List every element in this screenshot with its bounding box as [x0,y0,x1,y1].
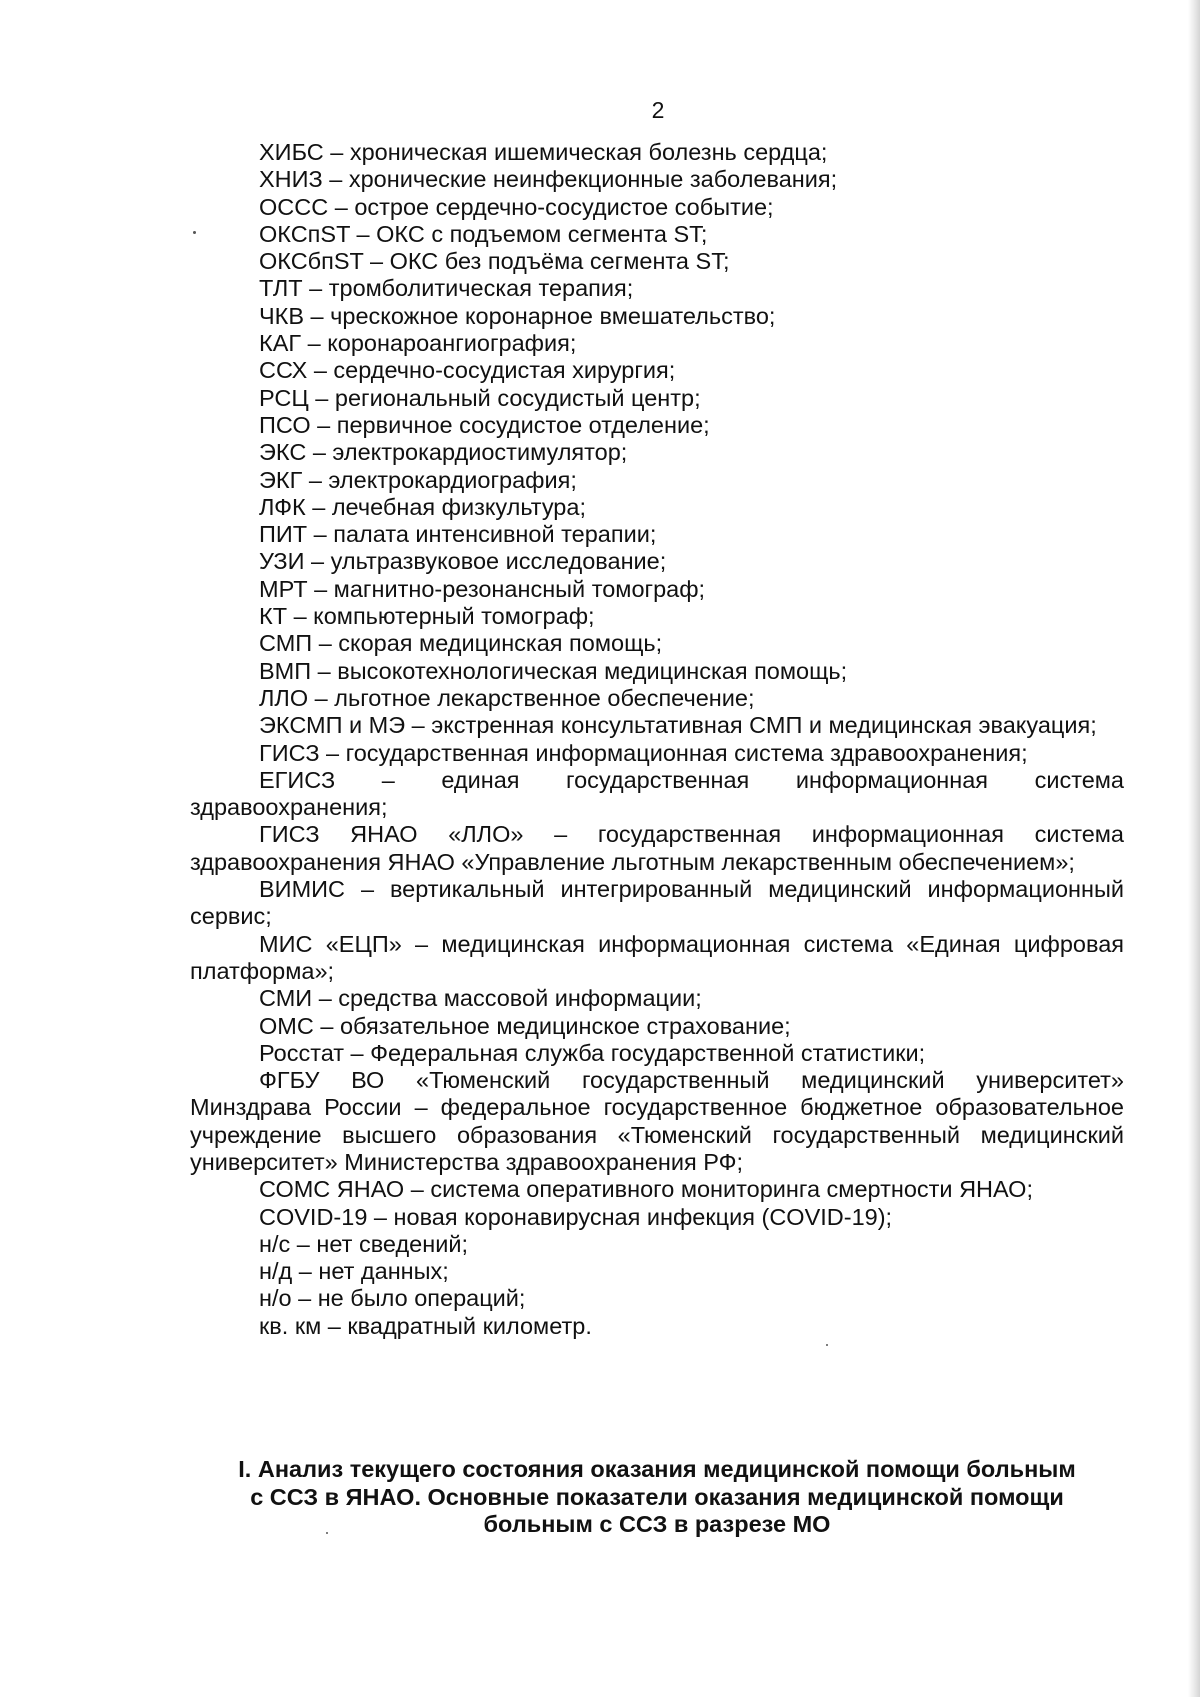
abbreviation-entry: н/с – нет сведений; [259,1230,469,1257]
scan-speck [193,231,196,234]
abbreviation-entry: ЭКСМП и МЭ – экстренная консультативная СМП и медицинская эвакуация; [259,712,1097,739]
scan-speck [826,1344,828,1346]
abbreviation-entry: ЧКВ – чрескожное коронарное вмешательство; [259,302,776,329]
abbreviation-entry: МИС «ЕЦП» – медицинская информационная система «Единая цифровая платформа»; [190,930,1124,984]
abbreviation-entry: КАГ – коронароангиография; [259,330,577,357]
abbreviation-entry: СОМС ЯНАО – система оперативного мониторинга смертности ЯНАО; [259,1176,1033,1203]
abbreviation-entry: ПСО – первичное сосудистое отделение; [259,411,710,438]
abbreviation-entry: ВМП – высокотехнологическая медицинская помощь; [259,657,848,684]
abbreviation-entry: ЛФК – лечебная физкультура; [259,493,586,520]
abbreviation-entry: КТ – компьютерный томограф; [259,603,595,630]
section-heading [190,1456,1124,1539]
page-number: 2 [651,97,665,123]
abbreviation-entry: Росстат – Федеральная служба государственной статистики; [259,1039,926,1066]
abbreviation-entry: ФГБУ ВО «Тюменский государственный медицинский университет» Минздрава России – федеральное государственное бюджетное образовательное учреждение высшего образования «Тюменский государственный медицинский университет» Министерства здравоохранения РФ; [190,1067,1124,1175]
abbreviation-entry: кв. км – квадратный километр. [259,1312,592,1339]
abbreviation-entry: ЕГИСЗ – единая государственная информационная система здравоохранения; [190,766,1124,821]
abbreviation-entry: ГИСЗ – государственная информационная система здравоохранения; [259,739,1028,766]
scan-edge-shadow [1188,0,1200,1697]
abbreviation-entry: РСЦ – региональный сосудистый центр; [259,384,701,411]
abbreviation-entry: ОССС – острое сердечно-сосудистое событие; [259,193,774,220]
section-heading-line: I. Анализ текущего состояния оказания медицинской помощи больным [238,1456,1076,1482]
abbreviations-list [190,139,1124,1340]
abbreviation-entry: ЭКС – электрокардиостимулятор; [259,439,628,466]
abbreviation-entry: ТЛТ – тромболитическая терапия; [259,275,634,302]
abbreviation-entry: ГИСЗ ЯНАО «ЛЛО» – государственная информационная система здравоохранения ЯНАО «Управление льготным лекарственным обеспечением»; [190,821,1124,875]
abbreviation-entry: ВИМИС – вертикальный интегрированный медицинский информационный сервис; [190,876,1124,930]
abbreviation-entry: ОКСбпST – ОКС без подъёма сегмента ST; [259,248,730,275]
section-heading-line: с ССЗ в ЯНАО. Основные показатели оказания медицинской помощи [250,1483,1064,1510]
abbreviation-entry: ХИБС – хроническая ишемическая болезнь сердца; [259,139,828,165]
abbreviation-entry: ХНИЗ – хронические неинфекционные заболевания; [259,166,838,193]
abbreviation-entry: УЗИ – ультразвуковое исследование; [259,548,667,575]
abbreviation-entry: СМИ – средства массовой информации; [259,985,702,1012]
abbreviation-entry: н/о – не было операций; [259,1285,526,1312]
abbreviation-entry: ПИТ – палата интенсивной терапии; [259,521,657,548]
abbreviation-entry: ОКСпST – ОКС с подъемом сегмента ST; [259,220,708,247]
abbreviation-entry: МРТ – магнитно-резонансный томограф; [259,575,706,602]
abbreviation-entry: ЛЛО – льготное лекарственное обеспечение; [259,684,755,711]
abbreviation-entry: ОМС – обязательное медицинское страхование; [259,1012,791,1039]
abbreviation-entry: ССХ – сердечно-сосудистая хирургия; [259,357,676,384]
abbreviation-entry: н/д – нет данных; [259,1258,449,1285]
section-heading-line: больным с ССЗ в разрезе МО [483,1511,831,1537]
abbreviation-entry: СМП – скорая медицинская помощь; [259,630,663,657]
abbreviation-entry: COVID-19 – новая коронавирусная инфекция (COVID-19); [259,1203,893,1230]
abbreviation-entry: ЭКГ – электрокардиография; [259,466,577,493]
scan-speck [326,1532,328,1534]
